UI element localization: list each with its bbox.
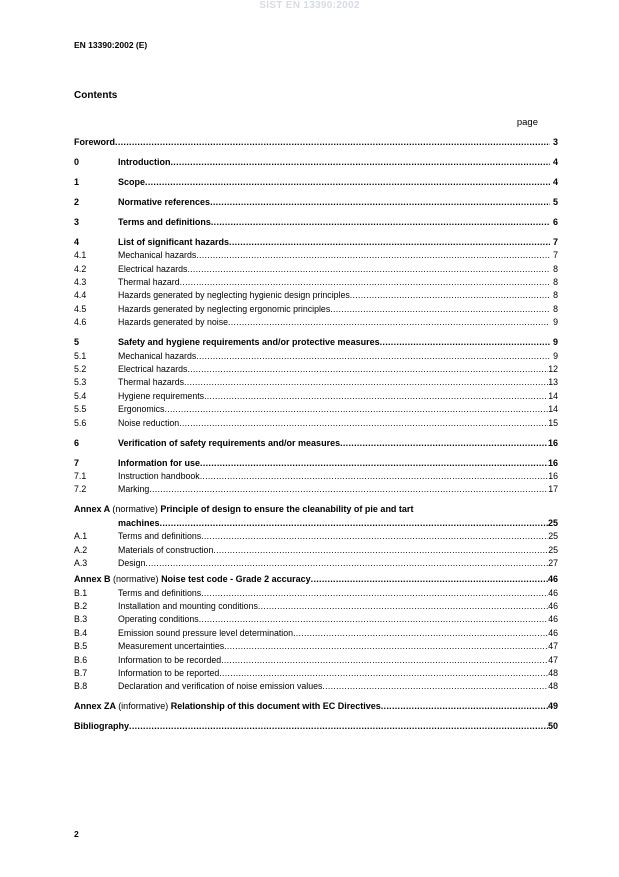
- toc-page: 15: [548, 417, 558, 428]
- toc-number: 4: [74, 236, 80, 247]
- leader-dots: [221, 654, 548, 667]
- toc-page: 8: [553, 277, 558, 288]
- toc-entry-7-1[interactable]: [74, 470, 558, 483]
- toc-entry-A-1[interactable]: [74, 530, 558, 543]
- leader-dots: [350, 289, 550, 302]
- toc-bibliography[interactable]: [74, 720, 558, 733]
- toc-entry-4-3[interactable]: [74, 276, 558, 289]
- toc-main-sections: [74, 136, 558, 497]
- toc-title: Mechanical hazards: [118, 350, 197, 361]
- toc-number: B.5: [74, 641, 88, 652]
- toc-page: 8: [553, 290, 558, 301]
- annex-za-label: Annex ZA: [74, 701, 116, 712]
- toc-entry-3[interactable]: [74, 216, 558, 229]
- leader-dots: [180, 276, 550, 289]
- leader-dots: [199, 613, 549, 626]
- toc-entry-foreword[interactable]: [74, 136, 558, 149]
- toc-entry-B-7[interactable]: [74, 667, 558, 680]
- leader-dots: [258, 600, 548, 613]
- toc-number: 3: [74, 216, 80, 227]
- annex-a-page: 25: [547, 517, 558, 528]
- toc-page: 16: [547, 437, 558, 448]
- toc-number: 4.5: [74, 303, 87, 314]
- leader-dots: [145, 557, 548, 570]
- leader-dots: [380, 336, 550, 349]
- toc-page: 16: [548, 470, 558, 481]
- toc-annex-a-title-line2[interactable]: [74, 517, 558, 530]
- toc-number: 4.6: [74, 317, 87, 328]
- toc-page: 47: [548, 641, 558, 652]
- toc-entry-5-3[interactable]: [74, 376, 558, 389]
- leader-dots: [322, 680, 548, 693]
- toc-title: Design: [118, 557, 146, 568]
- toc-title: Information for use: [118, 457, 201, 468]
- toc-number: 7.2: [74, 484, 87, 495]
- toc-title: Mechanical hazards: [118, 250, 197, 261]
- toc-page: 4: [552, 176, 558, 187]
- leader-dots: [201, 530, 548, 543]
- toc-page: 46: [548, 614, 558, 625]
- toc-entry-B-8[interactable]: [74, 680, 558, 693]
- contents-heading: Contents: [74, 90, 118, 101]
- toc-number: 5.3: [74, 377, 87, 388]
- toc-page: 5: [552, 196, 558, 207]
- toc-page: 48: [548, 681, 558, 692]
- leader-dots: [200, 470, 549, 483]
- annex-a-kind: (normative): [112, 504, 158, 515]
- toc-title: Scope: [118, 176, 146, 187]
- toc-page: 13: [548, 377, 558, 388]
- toc-entry-6[interactable]: [74, 437, 558, 450]
- toc-title: Introduction: [118, 156, 171, 167]
- toc-page: 46: [548, 601, 558, 612]
- toc-entry-4-6[interactable]: [74, 316, 558, 329]
- toc-number: B.2: [74, 601, 88, 612]
- toc-page: 46: [548, 587, 558, 598]
- leader-dots: [210, 196, 550, 209]
- leader-dots: [229, 236, 550, 249]
- toc-title: Operating conditions: [118, 614, 199, 625]
- toc-page: 3: [552, 137, 558, 147]
- toc-annex-a-title-line1[interactable]: [74, 503, 558, 516]
- leader-dots: [184, 376, 548, 389]
- annex-b-page: 46: [547, 574, 558, 585]
- toc-entry-5-6[interactable]: [74, 417, 558, 430]
- watermark: SIST EN 13390:2002: [259, 0, 360, 11]
- leader-dots: [129, 720, 548, 733]
- toc-title: Marking: [118, 484, 150, 495]
- leader-dots: [213, 544, 548, 557]
- toc-title: Information to be reported: [118, 668, 220, 679]
- toc-title: Thermal hazards: [118, 377, 185, 388]
- toc-entry-5-5[interactable]: [74, 403, 558, 416]
- leader-dots: [160, 517, 548, 530]
- toc-number: A.1: [74, 531, 88, 542]
- toc-number: B.8: [74, 681, 88, 692]
- toc-number: 5.4: [74, 390, 87, 401]
- toc-page: 9: [553, 317, 558, 328]
- toc-page: 4: [552, 156, 558, 167]
- toc-entry-B-5[interactable]: [74, 640, 558, 653]
- toc-entry-4-4[interactable]: [74, 289, 558, 302]
- toc-title: Installation and mounting conditions: [118, 601, 258, 612]
- toc-number: B.1: [74, 587, 88, 598]
- toc-entry-5-1[interactable]: [74, 350, 558, 363]
- annex-b-title: Noise test code - Grade 2 accuracy: [161, 574, 311, 585]
- toc-number: 0: [74, 156, 80, 167]
- toc-entry-B-1[interactable]: [74, 587, 558, 600]
- toc-title: Terms and definitions: [118, 587, 202, 598]
- bibliography-page: 50: [547, 721, 558, 732]
- toc-title: Safety and hygiene requirements and/or protective measures: [118, 337, 380, 348]
- annex-a-title-line1: Principle of design to ensure the cleanability of pie and tart: [160, 504, 414, 515]
- toc-title: Hazards generated by neglecting ergonomic principles: [118, 303, 331, 314]
- toc-entry-B-6[interactable]: [74, 654, 558, 667]
- toc-title: Hazards generated by noise: [118, 317, 229, 328]
- toc-entry-5-4[interactable]: [74, 390, 558, 403]
- toc-page: 8: [553, 263, 558, 274]
- toc-title: Thermal hazard: [118, 277, 180, 288]
- toc-entry-2[interactable]: [74, 196, 558, 209]
- toc-entry-0[interactable]: [74, 156, 558, 169]
- toc-page: 17: [548, 484, 558, 495]
- toc-title: List of significant hazards: [118, 236, 230, 247]
- toc-number: 4.2: [74, 263, 87, 274]
- toc-entry-1[interactable]: [74, 176, 558, 189]
- leader-dots: [340, 437, 548, 450]
- toc-number: 6: [74, 437, 80, 448]
- toc-entry-A-2[interactable]: [74, 544, 558, 557]
- annex-za-page: 49: [547, 701, 558, 712]
- toc-number: 4.4: [74, 290, 87, 301]
- leader-dots: [164, 403, 548, 416]
- toc-number: 7.1: [74, 470, 87, 481]
- toc-title: Normative references: [118, 196, 211, 207]
- leader-dots: [228, 316, 550, 329]
- leader-dots: [224, 640, 548, 653]
- toc-title: Information to be recorded: [118, 654, 222, 665]
- toc-annex-b-title[interactable]: [74, 573, 558, 586]
- annex-a-title-line2: machines: [118, 517, 160, 528]
- leader-dots: [149, 483, 548, 496]
- toc-title: Hygiene requirements: [118, 390, 205, 401]
- leader-dots: [211, 216, 550, 229]
- document-id-header: EN 13390:2002 (E): [74, 40, 148, 50]
- toc-number: 5: [74, 337, 80, 348]
- leader-dots: [187, 263, 550, 276]
- annex-b-items: [74, 587, 558, 694]
- leader-dots: [204, 390, 548, 403]
- toc-title: Noise reduction: [118, 417, 180, 428]
- toc-page: 12: [548, 364, 558, 375]
- toc-page: 9: [553, 350, 558, 361]
- toc-title: Emission sound pressure level determination: [118, 627, 294, 638]
- leader-dots: [145, 176, 550, 189]
- leader-dots: [330, 303, 550, 316]
- toc-entry-B-2[interactable]: [74, 600, 558, 613]
- toc-number: 4.1: [74, 250, 87, 261]
- page-column-label: page: [516, 117, 538, 128]
- toc-page: 8: [553, 303, 558, 314]
- toc-number: 4.3: [74, 277, 87, 288]
- toc-entry-7-2[interactable]: [74, 483, 558, 496]
- toc-page: 47: [548, 654, 558, 665]
- toc-page: 14: [548, 404, 558, 415]
- toc-entry-4-1[interactable]: [74, 249, 558, 262]
- toc-entry-5[interactable]: [74, 336, 558, 349]
- toc-title: Verification of safety requirements and/or measures: [118, 437, 341, 448]
- toc-entry-5-2[interactable]: [74, 363, 558, 376]
- toc-number: B.6: [74, 654, 88, 665]
- toc-page: 16: [547, 457, 558, 468]
- toc-page: 7: [552, 236, 558, 247]
- leader-dots: [200, 457, 548, 470]
- toc-number: 5.1: [74, 350, 87, 361]
- leader-dots: [196, 350, 550, 363]
- toc-number: 5.2: [74, 364, 87, 375]
- toc-title: Electrical hazards: [118, 263, 188, 274]
- toc-entry-B-4[interactable]: [74, 627, 558, 640]
- toc-number: 2: [74, 196, 80, 207]
- toc-number: B.7: [74, 668, 88, 679]
- toc-entry-4[interactable]: [74, 236, 558, 249]
- toc-page: 27: [548, 557, 558, 568]
- toc-number: 5.5: [74, 404, 87, 415]
- toc-annex-za[interactable]: [74, 700, 558, 713]
- toc-title: Measurement uncertainties: [118, 641, 225, 652]
- table-of-contents: [74, 136, 558, 734]
- toc-title: Instruction handbook: [118, 470, 200, 481]
- toc-annex-b: [74, 573, 558, 694]
- leader-dots: [179, 417, 548, 430]
- footer-page-number: 2: [74, 829, 79, 839]
- leader-dots: [293, 627, 548, 640]
- toc-title: Terms and definitions: [118, 531, 202, 542]
- toc-number: A.2: [74, 544, 88, 555]
- leader-dots: [201, 587, 548, 600]
- toc-page: 9: [552, 337, 558, 348]
- toc-page: 7: [553, 250, 558, 261]
- toc-page: 6: [552, 216, 558, 227]
- leader-dots: [219, 667, 548, 680]
- leader-dots: [115, 136, 550, 149]
- leader-dots: [187, 363, 548, 376]
- leader-dots: [171, 156, 551, 169]
- toc-title: Declaration and verification of noise emission values: [118, 681, 323, 692]
- toc-title: Electrical hazards: [118, 364, 188, 375]
- toc-entry-7[interactable]: [74, 457, 558, 470]
- toc-page: 25: [548, 531, 558, 542]
- annex-a-items: [74, 530, 558, 570]
- toc-entry-4-2[interactable]: [74, 263, 558, 276]
- annex-za-kind: (informative): [118, 701, 169, 712]
- toc-page: 46: [548, 627, 558, 638]
- leader-dots: [196, 249, 550, 262]
- toc-title: Terms and definitions: [118, 216, 211, 227]
- toc-number: 1: [74, 176, 80, 187]
- toc-title: Hazards generated by neglecting hygienic design principles: [118, 290, 350, 301]
- annex-b-kind: (normative): [113, 574, 159, 585]
- toc-page: 48: [548, 668, 558, 679]
- annex-a-label: Annex A: [74, 504, 110, 515]
- toc-title: Ergonomics: [118, 404, 165, 415]
- toc-number: A.3: [74, 557, 88, 568]
- toc-entry-B-3[interactable]: [74, 613, 558, 626]
- leader-dots: [311, 573, 548, 586]
- toc-page: 25: [548, 544, 558, 555]
- toc-page: 14: [548, 390, 558, 401]
- toc-number: 7: [74, 457, 80, 468]
- annex-za-title: Relationship of this document with EC Directives: [170, 701, 381, 712]
- bibliography-title: Bibliography: [74, 721, 130, 732]
- toc-annex-a: [74, 503, 558, 570]
- toc-number: 5.6: [74, 417, 87, 428]
- toc-entry-A-3[interactable]: [74, 557, 558, 570]
- annex-b-label: Annex B: [74, 574, 111, 585]
- toc-number: B.4: [74, 627, 88, 638]
- toc-entry-4-5[interactable]: [74, 303, 558, 316]
- leader-dots: [381, 700, 548, 713]
- toc-number: B.3: [74, 614, 88, 625]
- toc-title: Materials of construction: [118, 544, 214, 555]
- toc-title: Foreword: [74, 137, 116, 147]
